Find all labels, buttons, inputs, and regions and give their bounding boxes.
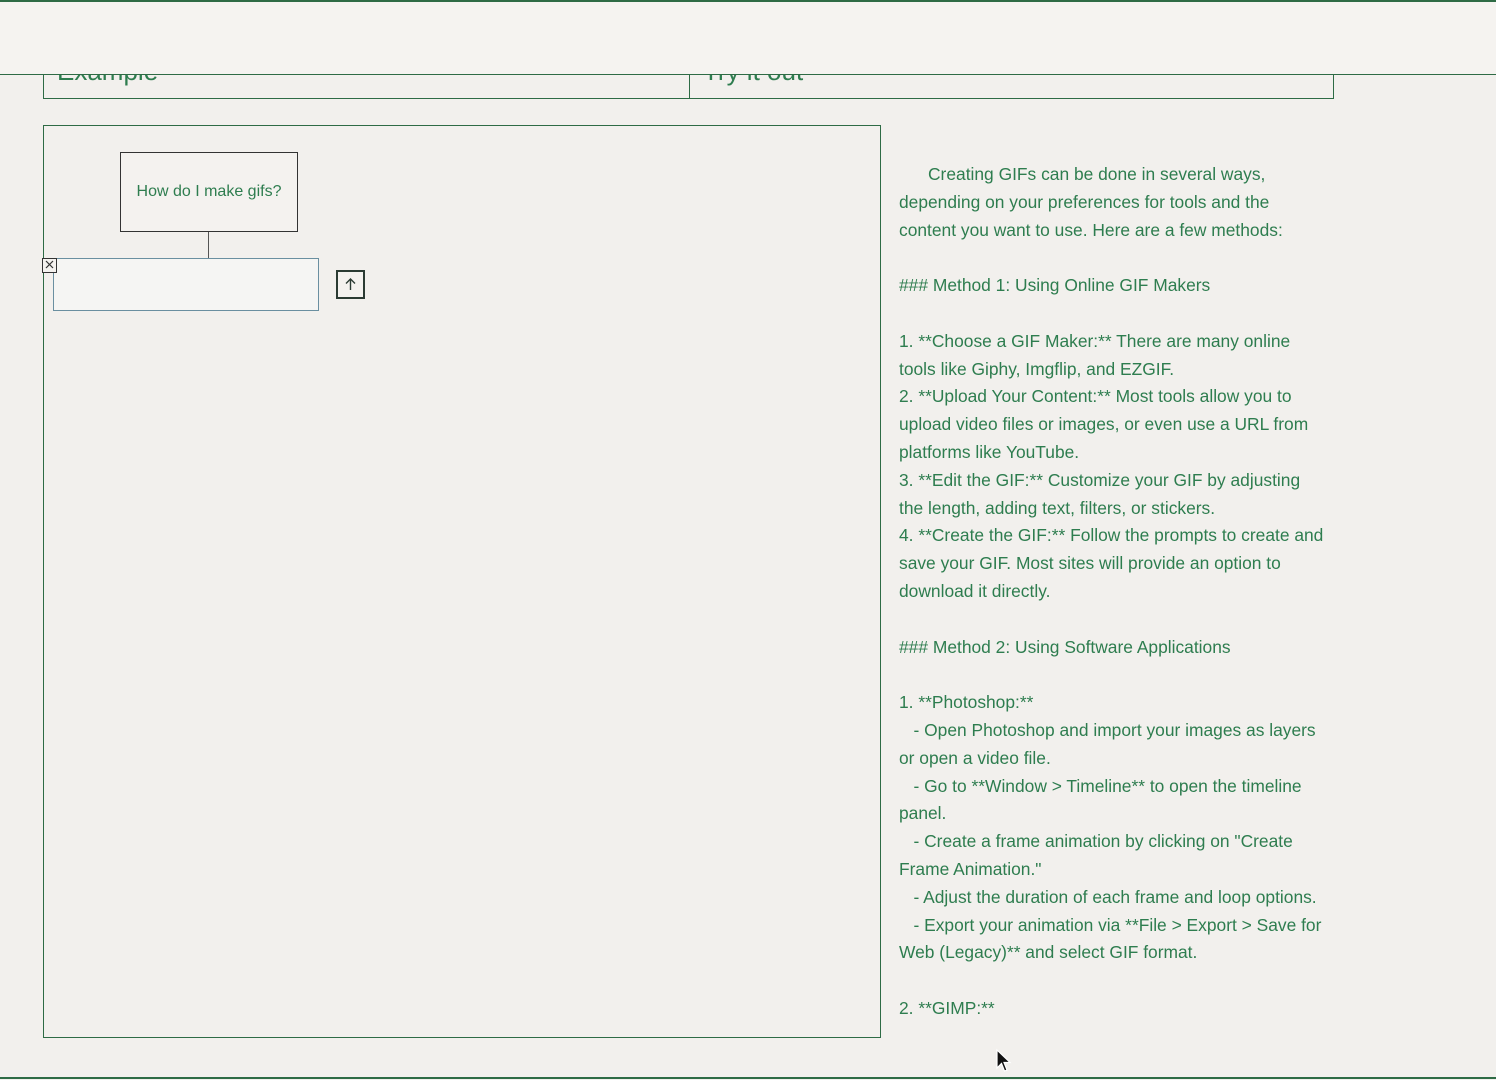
close-icon[interactable] xyxy=(42,258,57,273)
question-node[interactable]: How do I make gifs? xyxy=(120,152,298,232)
response-text: Creating GIFs can be done in several ways, depending on your preferences for tools and the content you want to use. Here are a few methods: ### Method 1: Using Online GIF Makers 1. **Choose a GIF Maker:** There are many online tools like Giphy, Imgflip, and EZGIF. 2. **Upload Your Content:** Most tools allow you to upload video files or images, or even use a URL from platforms like YouTube. 3. **Edit the GIF:** Customize your GIF by adjusting the length, adding text, filters, or stickers. 4. **Create the GIF:** Follow the prompts to create and save your GIF. Most sites will provide an option to download it directly. ### Method 2: Using Software Applications 1. **Photoshop:** - Open Photoshop and import your images as layers or open a video file. - Go to **Window > Timeline** to open the timeline panel. - Create a frame animation by clicking on "Create Frame Animation." - Adjust the duration of each frame and loop options. - Export your animation via **File > Export > Save for Web (Legacy)** and select GIF format. 2. **GIMP:** xyxy=(899,164,1324,1018)
close-icon-glyph xyxy=(44,259,55,270)
sticky-header xyxy=(0,2,1496,75)
reply-input[interactable] xyxy=(53,258,319,311)
node-connector xyxy=(208,232,209,258)
arrow-up-icon xyxy=(343,277,358,292)
bottom-rule xyxy=(0,1077,1496,1079)
conversation-canvas[interactable] xyxy=(43,125,881,1038)
mouse-cursor-icon xyxy=(996,1049,1012,1078)
submit-button[interactable] xyxy=(336,270,365,299)
